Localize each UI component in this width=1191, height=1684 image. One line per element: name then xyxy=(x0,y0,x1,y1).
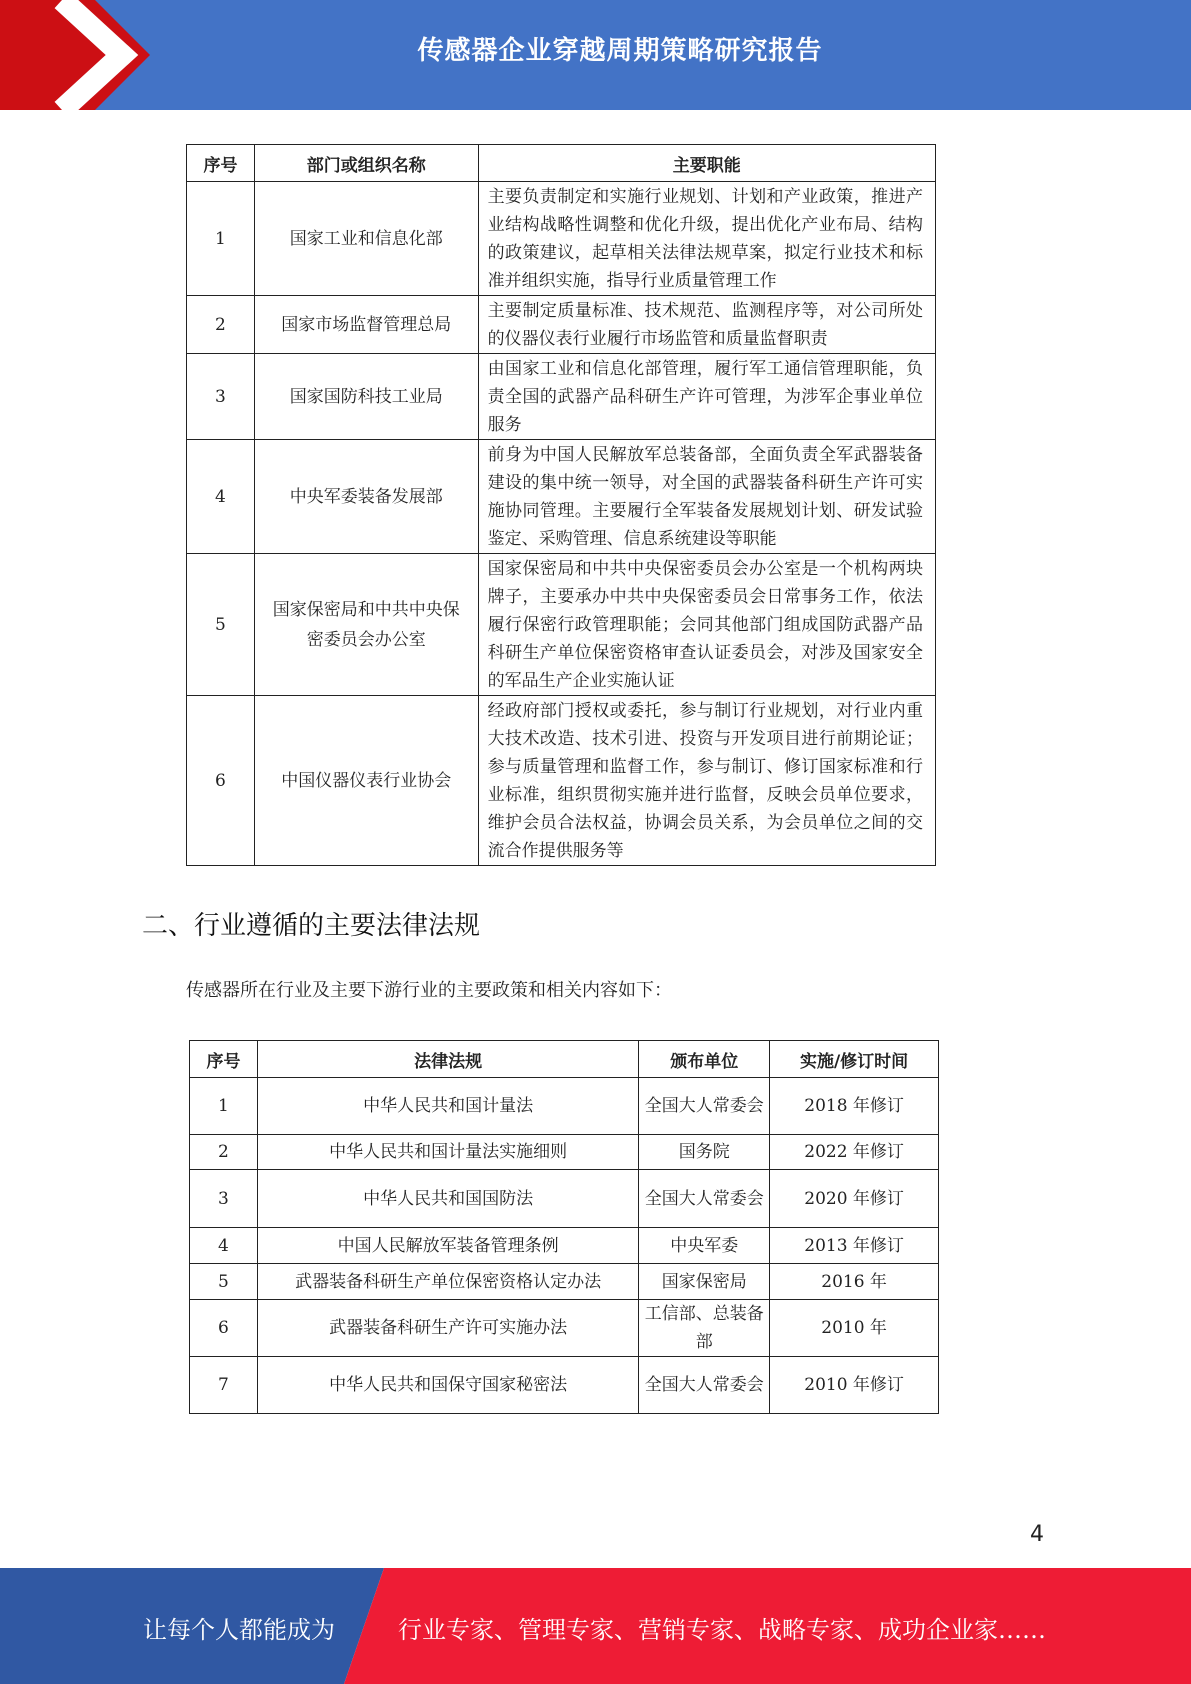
table-row xyxy=(190,1264,939,1300)
department-function: 前身为中国人民解放军总装备部，全面负责全军武器装备建设的集中统一领导，对全国的武器装备科研生产许可实施协同管理。主要履行全军装备发展规划计划、研发试验鉴定、采购管理、信息系统建设等职能 xyxy=(478,440,935,554)
table-row xyxy=(187,696,936,866)
row-number: 6 xyxy=(190,1300,258,1357)
footer-slogan-left: 让每个人都能成为 xyxy=(143,1616,335,1644)
page-number: 4 xyxy=(1030,1522,1044,1547)
department-name: 国家国防科技工业局 xyxy=(254,354,478,440)
law-name: 中华人民共和国保守国家秘密法 xyxy=(257,1357,638,1414)
row-number: 4 xyxy=(190,1228,258,1264)
header-cell: 部门或组织名称 xyxy=(254,145,478,182)
table-row xyxy=(190,1170,939,1228)
table-row xyxy=(187,440,936,554)
table-row xyxy=(190,1135,939,1170)
department-function: 由国家工业和信息化部管理，履行军工通信管理职能，负责全国的武器产品科研生产许可管理，为涉军企事业单位服务 xyxy=(478,354,935,440)
department-name: 国家工业和信息化部 xyxy=(254,182,478,296)
effective-date: 2018 年修订 xyxy=(770,1078,939,1135)
law-name: 中华人民共和国计量法实施细则 xyxy=(257,1135,638,1170)
row-number: 1 xyxy=(187,182,255,296)
department-name: 中国仪器仪表行业协会 xyxy=(254,696,478,866)
issuing-body: 国家保密局 xyxy=(639,1264,770,1300)
issuing-body: 中央军委 xyxy=(639,1228,770,1264)
department-name: 国家保密局和中共中央保密委员会办公室 xyxy=(254,554,478,696)
department-function: 主要制定质量标准、技术规范、监测程序等，对公司所处的仪器仪表行业履行市场监管和质量监督职责 xyxy=(478,296,935,354)
effective-date: 2022 年修订 xyxy=(770,1135,939,1170)
row-number: 5 xyxy=(187,554,255,696)
page-footer xyxy=(0,1568,1191,1684)
row-number: 6 xyxy=(187,696,255,866)
department-function: 主要负责制定和实施行业规划、计划和产业政策，推进产业结构战略性调整和优化升级，提出优化产业布局、结构的政策建议，起草相关法律法规草案，拟定行业技术和标准并组织实施，指导行业质量管理工作 xyxy=(478,182,935,296)
row-number: 4 xyxy=(187,440,255,554)
department-name: 国家市场监督管理总局 xyxy=(254,296,478,354)
table-header-row xyxy=(190,1041,939,1078)
footer-slogan-right: 行业专家、管理专家、营销专家、战略专家、成功企业家…… xyxy=(398,1616,1046,1644)
department-function: 经政府部门授权或委托，参与制订行业规划，对行业内重大技术改造、技术引进、投资与开发项目进行前期论证；参与质量管理和监督工作，参与制订、修订国家标准和行业标准，组织贯彻实施并进行监督，反映会员单位要求，维护会员合法权益，协调会员关系，为会员单位之间的交流合作提供服务等 xyxy=(478,696,935,866)
law-name: 武器装备科研生产许可实施办法 xyxy=(257,1300,638,1357)
effective-date: 2010 年修订 xyxy=(770,1357,939,1414)
issuing-body: 全国大人常委会 xyxy=(639,1078,770,1135)
table-header-row xyxy=(187,145,936,182)
row-number: 1 xyxy=(190,1078,258,1135)
law-name: 中国人民解放军装备管理条例 xyxy=(257,1228,638,1264)
section-intro-text: 传感器所在行业及主要下游行业的主要政策和相关内容如下： xyxy=(186,980,672,1001)
header-cell: 主要职能 xyxy=(478,145,935,182)
law-name: 武器装备科研生产单位保密资格认定办法 xyxy=(257,1264,638,1300)
table-row xyxy=(190,1300,939,1357)
departments-table xyxy=(186,144,936,866)
issuing-body: 全国大人常委会 xyxy=(639,1357,770,1414)
row-number: 3 xyxy=(190,1170,258,1228)
issuing-body: 国务院 xyxy=(639,1135,770,1170)
table-row xyxy=(190,1357,939,1414)
page-header xyxy=(0,0,1191,110)
header-cell: 序号 xyxy=(190,1041,258,1078)
effective-date: 2016 年 xyxy=(770,1264,939,1300)
effective-date: 2010 年 xyxy=(770,1300,939,1357)
row-number: 7 xyxy=(190,1357,258,1414)
header-cell: 颁布单位 xyxy=(639,1041,770,1078)
header-cell: 实施/修订时间 xyxy=(770,1041,939,1078)
law-name: 中华人民共和国计量法 xyxy=(257,1078,638,1135)
table-row xyxy=(187,554,936,696)
row-number: 2 xyxy=(190,1135,258,1170)
table-row xyxy=(187,182,936,296)
row-number: 3 xyxy=(187,354,255,440)
header-cell: 法律法规 xyxy=(257,1041,638,1078)
issuing-body: 工信部、总装备部 xyxy=(639,1300,770,1357)
table-row xyxy=(187,296,936,354)
row-number: 2 xyxy=(187,296,255,354)
row-number: 5 xyxy=(190,1264,258,1300)
effective-date: 2013 年修订 xyxy=(770,1228,939,1264)
department-function: 国家保密局和中共中央保密委员会办公室是一个机构两块牌子，主要承办中共中央保密委员会日常事务工作，依法履行保密行政管理职能；会同其他部门组成国防武器产品科研生产单位保密资格审查认证委员会，对涉及国家安全的军品生产企业实施认证 xyxy=(478,554,935,696)
table-row xyxy=(190,1078,939,1135)
table-row xyxy=(190,1228,939,1264)
law-name: 中华人民共和国国防法 xyxy=(257,1170,638,1228)
table-row xyxy=(187,354,936,440)
effective-date: 2020 年修订 xyxy=(770,1170,939,1228)
report-title: 传感器企业穿越周期策略研究报告 xyxy=(417,36,823,66)
department-name: 中央军委装备发展部 xyxy=(254,440,478,554)
issuing-body: 全国大人常委会 xyxy=(639,1170,770,1228)
section-heading: 二、行业遵循的主要法律法规 xyxy=(142,911,481,941)
header-cell: 序号 xyxy=(187,145,255,182)
laws-table xyxy=(189,1040,939,1414)
